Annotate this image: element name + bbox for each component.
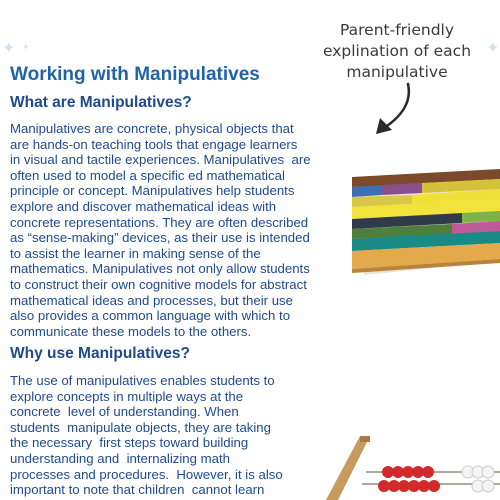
- section-heading-why: Why use Manipulatives?: [10, 345, 191, 362]
- body-line: are hands-on teaching tools that engage learners: [10, 136, 298, 152]
- body-line: Manipulatives are concrete, physical objects that: [10, 121, 294, 136]
- body-line: often used to model a specific ed mathematical: [10, 167, 285, 183]
- sparkle-icon: ✦: [22, 43, 30, 53]
- cuisenaire-rods-image: [352, 165, 500, 287]
- callout-line: explination of each: [322, 42, 472, 60]
- body-line: students manipulate objects, they are taking: [10, 419, 271, 435]
- section-body-what: [10, 121, 311, 339]
- body-line: processes and procedures. However, it is also: [10, 466, 283, 482]
- abacus-image: [318, 428, 500, 500]
- body-line: concrete level of understanding. When: [10, 404, 239, 420]
- body-line: the necessary first steps toward building: [10, 435, 249, 451]
- body-line: mathematical ideas and processes, but their use: [10, 292, 293, 308]
- body-line: important to note that children cannot learn: [10, 482, 265, 498]
- body-line: concrete representations. They are often described: [10, 214, 309, 230]
- section-heading-what: What are Manipulatives?: [10, 94, 192, 111]
- body-line: communicate these models to the others.: [10, 323, 252, 339]
- body-line: mathematics. Manipulatives not only allow students: [10, 261, 310, 277]
- body-line: as “sense-making” devices, as their use is intended: [10, 230, 310, 246]
- body-line: in visual and tactile experiences. Manipulatives are: [10, 152, 311, 168]
- body-line: principle or concept. Manipulatives help students: [10, 183, 295, 199]
- body-line: to assist the learner in making sense of the: [10, 245, 261, 261]
- sparkle-icon: ✦: [486, 38, 500, 57]
- body-line: explore concepts in multiple ways at the: [10, 388, 244, 404]
- curved-arrow-icon: [368, 80, 420, 138]
- body-line: to construct their own cognitive models for abstract: [10, 276, 307, 292]
- callout-note: [302, 20, 492, 83]
- section-body-why: [10, 373, 283, 498]
- body-line: also provides a common language with which to: [10, 308, 291, 324]
- page-title: Working with Manipulatives: [10, 64, 260, 85]
- body-line: explore and discover mathematical ideas with: [10, 198, 277, 214]
- callout-line: manipulative: [346, 63, 448, 81]
- body-line: understanding and internalizing math: [10, 450, 230, 466]
- sparkle-icon: ✦: [2, 38, 16, 57]
- body-line: The use of manipulatives enables students to: [10, 373, 275, 388]
- callout-line: Parent-friendly: [339, 21, 455, 39]
